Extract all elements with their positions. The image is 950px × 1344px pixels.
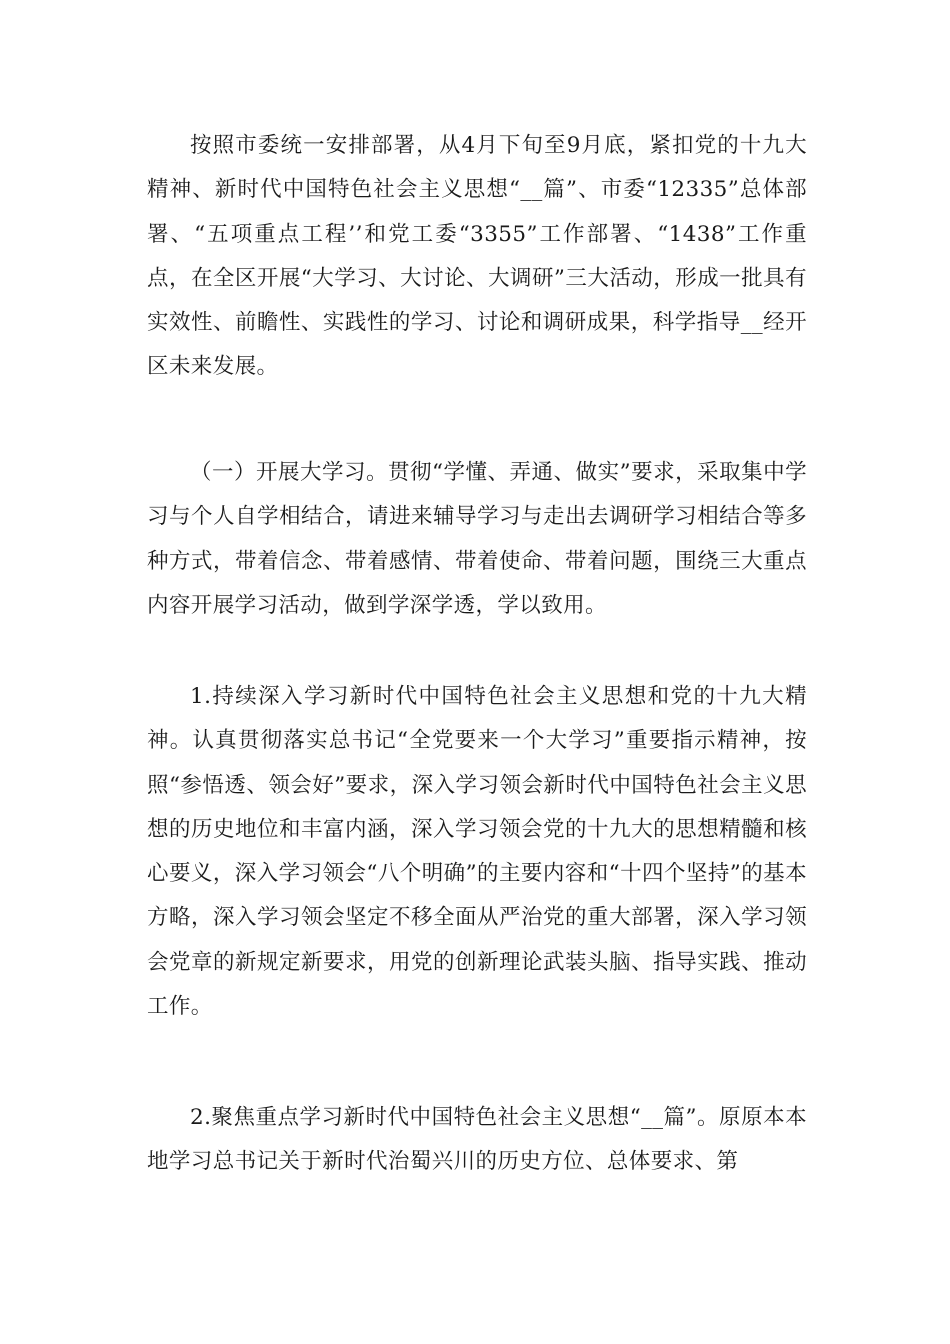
paragraph-section-one: （一）开展大学习。贯彻“学懂、弄通、做实”要求，采取集中学习与个人自学相结合，请进来辅导学习与走出去调研学习相结合等多种方式，带着信念、带着感情、带着使命、带着问题，围绕三大重点内容开展学习活动，做到学深学透，学以致用。 (147, 460, 807, 618)
paragraph-item-two: 2.聚焦重点学习新时代中国特色社会主义思想“__篇”。原原本本地学习总书记关于新时代治蜀兴川的历史方位、总体要求、第 (147, 1105, 807, 1175)
paragraph-item-one: 1.持续深入学习新时代中国特色社会主义思想和党的十九大精神。认真贯彻落实总书记“全党要来一个大学习”重要指示精神，按照“参悟透、领会好”要求，深入学习领会新时代中国特色社会主义思想的历史地位和丰富内涵，深入学习领会党的十九大的思想精髓和核心要义，深入学习领会“八个明确”的主要内容和“十四个坚持”的基本方略，深入学习领会坚定不移全面从严治党的重大部署，深入学习领会党章的新规定新要求，用党的创新理论武装头脑、指导实践、推动工作。 (147, 684, 807, 1020)
paragraph-intro: 按照市委统一安排部署，从4月下旬至9月底，紧扣党的十九大精神、新时代中国特色社会主义思想“__篇”、市委“12335”总体部署、“五项重点工程’’和党工委“3355”工作部署、“1438”工作重点，在全区开展“大学习、大讨论、大调研”三大活动，形成一批具有实效性、前瞻性、实践性的学习、讨论和调研成果，科学指导__经开区未来发展。 (147, 133, 807, 380)
